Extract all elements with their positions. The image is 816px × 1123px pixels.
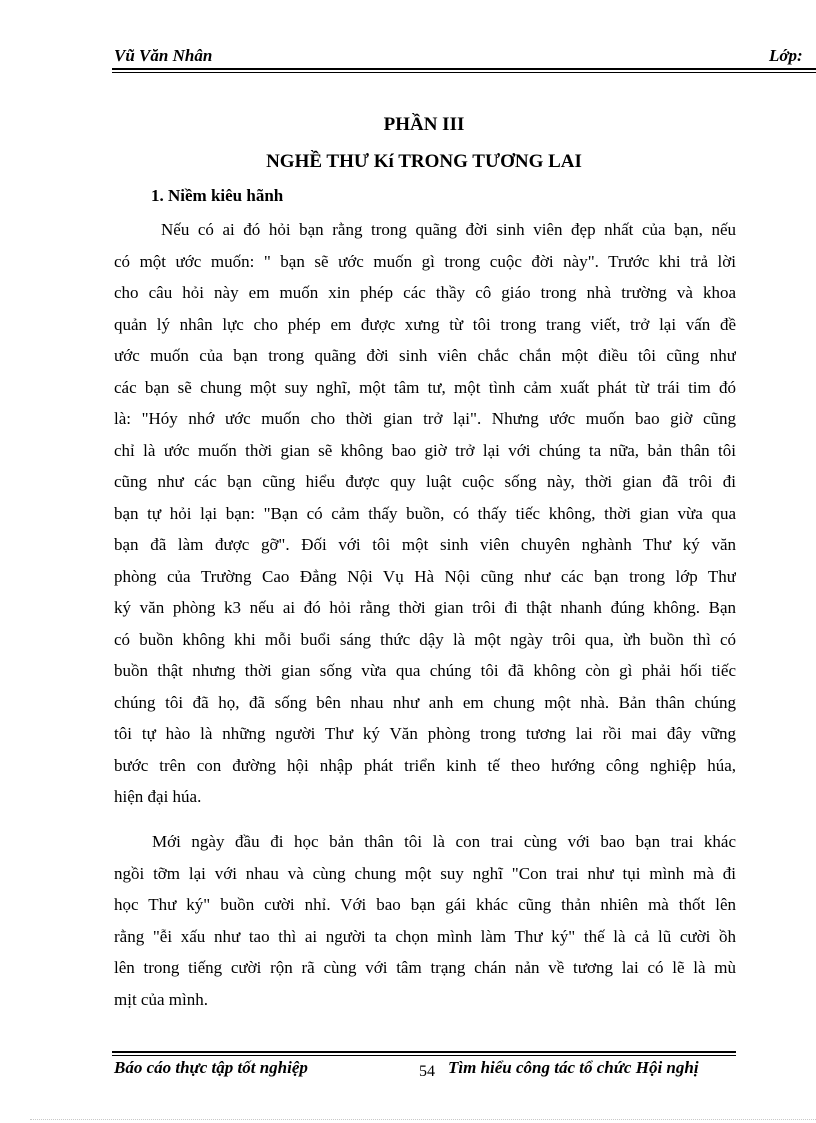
paragraph-line: bạn đã làm được gỡ". Đối với tôi một sinh viên chuyên nghành Thư ký văn [114,535,736,554]
header-class-label: Lớp: [769,46,803,65]
paragraph-line: Nếu có ai đó hỏi bạn rằng trong quãng đời sinh viên đẹp nhất của bạn, nếu [161,220,736,239]
paragraph-line: Mới ngày đầu đi học bản thân tôi là con trai cùng với bao bạn trai khác [152,832,736,851]
paragraph-line: ký văn phòng k3 nếu ai đó hỏi rằng thời gian trôi đi thật nhanh đúng không. Bạn [114,598,736,617]
paragraph-line: quản lý nhân lực cho phép em được xưng từ tôi trong trang viết, trở lại vấn đề [114,314,736,334]
paragraph-line: bước trên con đường hội nhập phát triển kinh tế theo hướng công nghiệp húa, [114,755,736,775]
paragraph-line: cũng như các bạn cũng hiểu được quy luật cuộc sống này, thời gian đã trôi đi [114,472,736,491]
footer-topic: Tìm hiểu công tác tổ chức Hội nghị [448,1058,699,1077]
paragraph-line: mịt của mình. [114,989,208,1009]
page-number: 54 [419,1063,435,1080]
paragraph-line: hiện đại húa. [114,787,202,806]
paragraph-line: bạn tự hỏi lại bạn: "Bạn có cảm thấy buồn, có thấy tiếc không, thời gian vừa qua [114,503,736,523]
paragraph-line: phòng của Trường Cao Đẳng Nội Vụ Hà Nội cũng như các bạn trong lớp Thư [114,566,736,586]
chapter-title: NGHỀ THƯ Kí TRONG TƯƠNG LAI [266,151,582,172]
paragraph-line: rằng "ễi xấu như tao thì ai người ta chọn mình làm Thư ký" thế là cả lũ cười ồh [114,926,736,946]
part-title: PHẦN III [383,114,465,135]
section-heading: 1. Niềm kiêu hãnh [151,186,284,205]
footer-report-title: Báo cáo thực tập tốt nghiệp [114,1058,308,1077]
page-edge-divider [30,1119,816,1120]
paragraph-line: cho câu hỏi này em muốn xin phép các thầy cô giáo trong nhà trường và khoa [114,283,736,302]
body-paragraph [114,826,736,1015]
header-author: Vũ Văn Nhân [114,46,213,65]
paragraph-line: buồn thật nhưng thời gian sống vừa qua chúng tôi đã không còn gì phải hối tiếc [114,661,736,680]
paragraph-line: ngồi tỡm lại với nhau và cùng chung một suy nghĩ "Con trai như tụi mình mà đi [114,863,736,883]
paragraph-line: lên trong tiếng cười rộn rã cùng với tâm trạng chán nản về tương lai có lẽ là mù [114,958,736,977]
paragraph-line: ước muốn của bạn trong quãng đời sinh viên chắc chắn một điều tôi cũng như [114,346,736,365]
footer-rule-thin [112,1055,736,1056]
header-rule [112,68,816,70]
paragraph-line: chỉ là ước muốn thời gian sẽ không bao giờ trở lại với chúng ta nữa, bản thân tôi [114,440,736,460]
paragraph-line: học Thư ký" buồn cười nhỉ. Với bao bạn gái khác cũng thản nhiên mà thốt lên [114,895,736,914]
footer-rule [112,1051,736,1053]
paragraph-line: có một ước muốn: " bạn sẽ ước muốn gì trong cuộc đời này". Trước khi trả lời [114,251,736,271]
body-paragraph [114,214,736,813]
paragraph-line: có buồn không khi mỗi buổi sáng thức dậy là một ngày trôi qua, ừh buồn thì có [114,629,736,649]
paragraph-line: chúng tôi đã họ, đã sống bên nhau như anh em chung một nhà. Bản thân chúng [114,692,736,712]
paragraph-line: là: "Hóy nhớ ước muốn cho thời gian trở lại". Nhưng ước muốn bao giờ cũng [114,409,736,428]
paragraph-line: các bạn sẽ chung một suy nghĩ, một tâm tư, một tình cảm xuất phát từ trái tim đó [114,377,736,397]
paragraph-line: tôi tự hào là những người Thư ký Văn phòng trong tương lai rồi mai đây vững [114,724,736,743]
header-rule-thin [112,72,816,73]
